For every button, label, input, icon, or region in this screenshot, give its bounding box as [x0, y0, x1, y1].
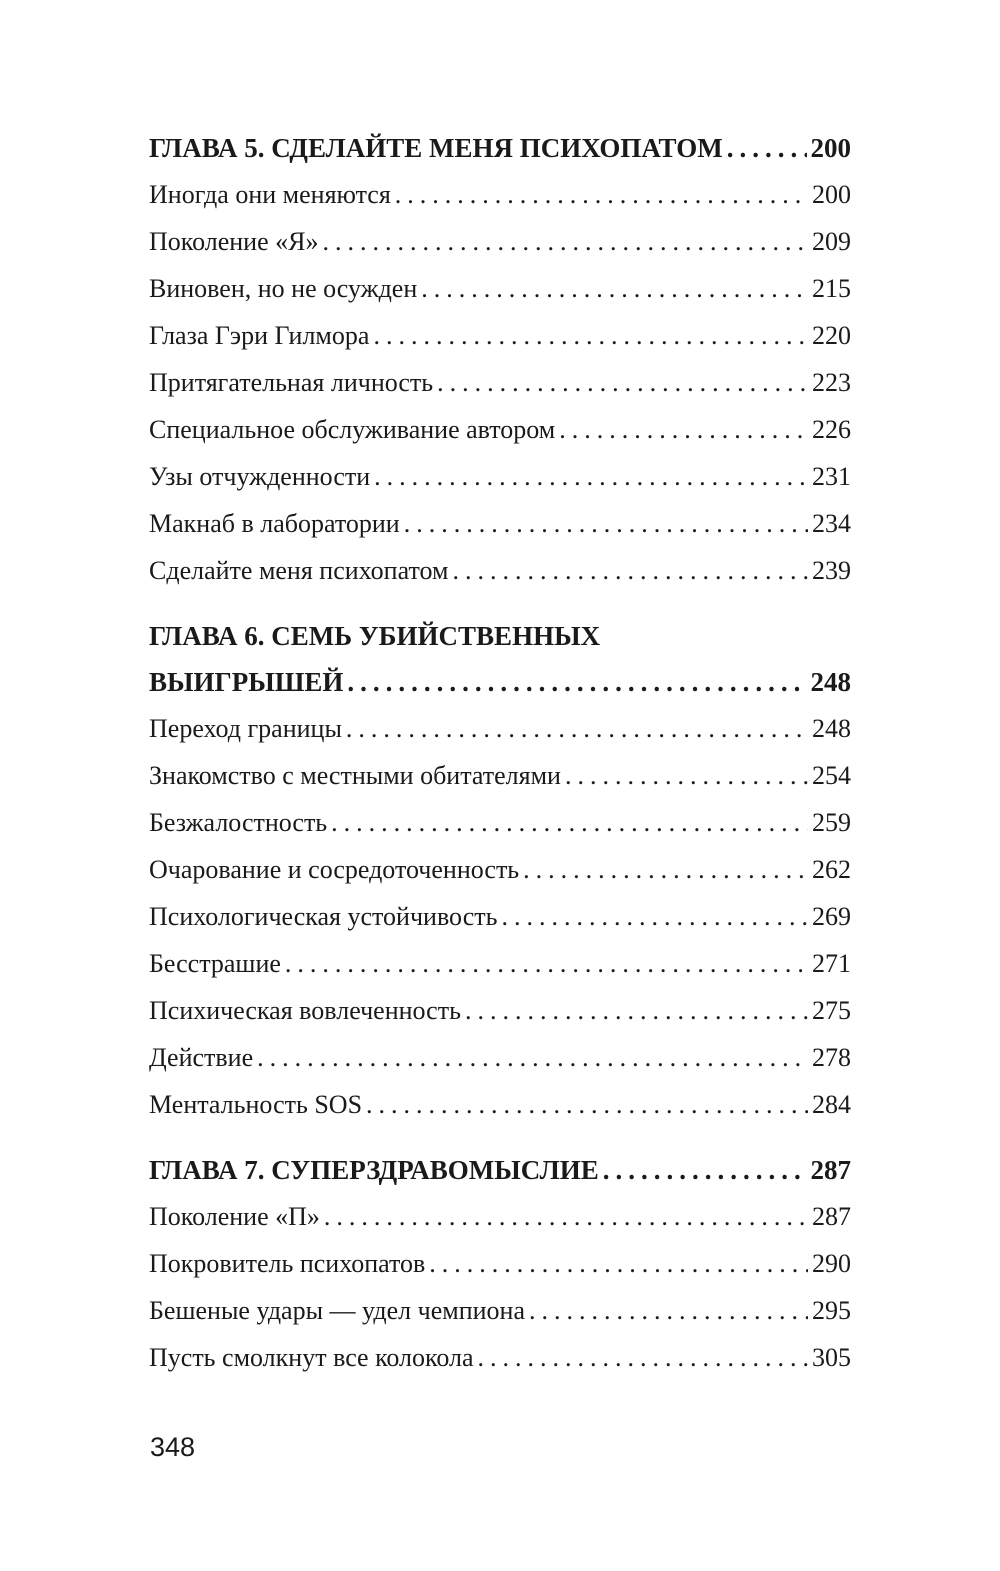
toc-entry — [149, 500, 851, 547]
entry-page-number: 220 — [812, 321, 851, 350]
chapter-6 — [149, 613, 851, 1128]
entry-title: Глаза Гэри Гилмора — [149, 321, 370, 350]
entry-page-number: 254 — [812, 761, 851, 790]
toc-entry — [149, 547, 851, 594]
entry-title: Поколение «Я» — [149, 227, 319, 256]
dot-leader — [429, 1240, 808, 1287]
toc-entry — [149, 1287, 851, 1334]
entry-title: Ментальность SOS — [149, 1090, 363, 1119]
entry-title: Макнаб в лаборатории — [149, 509, 400, 538]
entry-page-number: 287 — [812, 1202, 851, 1231]
entry-page-number: 215 — [812, 274, 851, 303]
entry-title: Безжалостность — [149, 808, 328, 837]
dot-leader — [501, 893, 808, 940]
dot-leader — [257, 1034, 808, 1081]
entry-page-number: 295 — [812, 1296, 851, 1325]
entry-page-number: 275 — [812, 996, 851, 1025]
entry-page-number: 278 — [812, 1043, 851, 1072]
toc-entry — [149, 171, 851, 218]
dot-leader — [373, 312, 808, 359]
dot-leader — [559, 406, 808, 453]
entry-title: Узы отчужденности — [149, 462, 371, 491]
toc-entry — [149, 752, 851, 799]
dot-leader — [324, 1193, 808, 1240]
dot-leader — [437, 359, 808, 406]
chapter-page-number: 287 — [810, 1155, 851, 1185]
entry-page-number: 226 — [812, 415, 851, 444]
chapter-page-number: 248 — [810, 667, 851, 697]
toc-entry — [149, 846, 851, 893]
entry-title: Сделайте меня психопатом — [149, 556, 449, 585]
dot-leader — [452, 547, 808, 594]
chapter-heading — [149, 659, 851, 705]
page-number: 348 — [150, 1432, 196, 1462]
dot-leader — [346, 705, 808, 752]
entry-title: Психическая вовлеченность — [149, 996, 461, 1025]
entry-title: Психологическая устойчивость — [149, 902, 498, 931]
entry-title: Специальное обслуживание автором — [149, 415, 556, 444]
entry-page-number: 223 — [812, 368, 851, 397]
dot-leader — [347, 659, 806, 705]
dot-leader — [404, 500, 808, 547]
entry-title: Поколение «П» — [149, 1202, 320, 1231]
toc-entry — [149, 218, 851, 265]
toc-entry — [149, 406, 851, 453]
toc-entry — [149, 1240, 851, 1287]
entry-page-number: 284 — [812, 1090, 851, 1119]
entry-title: Действие — [149, 1043, 254, 1072]
chapter-title: ГЛАВА 6. СЕМЬ УБИЙСТВЕННЫХ — [149, 621, 601, 651]
dot-leader — [478, 1334, 808, 1381]
toc-entry — [149, 799, 851, 846]
dot-leader — [603, 1147, 807, 1193]
dot-leader — [331, 799, 808, 846]
toc-entry — [149, 453, 851, 500]
toc-entry — [149, 705, 851, 752]
entry-page-number: 290 — [812, 1249, 851, 1278]
dot-leader — [374, 453, 808, 500]
entry-page-number: 200 — [812, 180, 851, 209]
entry-page-number: 231 — [812, 462, 851, 491]
entry-title: Притягательная личность — [149, 368, 434, 397]
chapter-heading — [149, 1147, 851, 1193]
entry-title: Переход границы — [149, 714, 342, 743]
entry-page-number: 248 — [812, 714, 851, 743]
entry-title: Виновен, но не осужден — [149, 274, 418, 303]
entry-title: Знакомство с местными обитателями — [149, 761, 561, 790]
entry-page-number: 269 — [812, 902, 851, 931]
toc-entry — [149, 265, 851, 312]
entry-title: Бесстрашие — [149, 949, 281, 978]
toc-entry — [149, 1034, 851, 1081]
table-of-contents — [149, 125, 851, 1400]
dot-leader — [322, 218, 808, 265]
dot-leader — [523, 846, 808, 893]
dot-leader — [421, 265, 808, 312]
entry-page-number: 262 — [812, 855, 851, 884]
dot-leader — [465, 987, 808, 1034]
toc-entry — [149, 312, 851, 359]
entry-page-number: 234 — [812, 509, 851, 538]
entry-title: Покровитель психопатов — [149, 1249, 426, 1278]
toc-entry — [149, 1081, 851, 1128]
entry-page-number: 305 — [812, 1343, 851, 1372]
toc-entry — [149, 1193, 851, 1240]
entry-page-number: 271 — [812, 949, 851, 978]
dot-leader — [565, 752, 808, 799]
entry-page-number: 259 — [812, 808, 851, 837]
dot-leader — [395, 171, 808, 218]
chapter-title: ГЛАВА 5. СДЕЛАЙТЕ МЕНЯ ПСИХОПАТОМ — [149, 133, 723, 163]
toc-entry — [149, 940, 851, 987]
dot-leader — [366, 1081, 808, 1128]
dot-leader — [285, 940, 808, 987]
chapter-title: ГЛАВА 7. СУПЕРЗДРАВОМЫСЛИЕ — [149, 1155, 599, 1185]
chapter-page-number: 200 — [810, 133, 851, 163]
chapter-5 — [149, 125, 851, 594]
chapter-heading — [149, 125, 851, 171]
entry-title: Бешеные удары — удел чемпиона — [149, 1296, 526, 1325]
chapter-heading-line — [149, 613, 851, 659]
toc-entry — [149, 893, 851, 940]
entry-title: Очарование и сосредоточенность — [149, 855, 520, 884]
dot-leader — [727, 125, 807, 171]
dot-leader — [529, 1287, 808, 1334]
toc-entry — [149, 1334, 851, 1381]
toc-entry — [149, 359, 851, 406]
entry-title: Пусть смолкнут все колокола — [149, 1343, 474, 1372]
entry-page-number: 239 — [812, 556, 851, 585]
toc-entry — [149, 987, 851, 1034]
chapter-7 — [149, 1147, 851, 1381]
entry-title: Иногда они меняются — [149, 180, 391, 209]
chapter-title-continued: ВЫИГРЫШЕЙ — [149, 667, 344, 697]
entry-page-number: 209 — [812, 227, 851, 256]
